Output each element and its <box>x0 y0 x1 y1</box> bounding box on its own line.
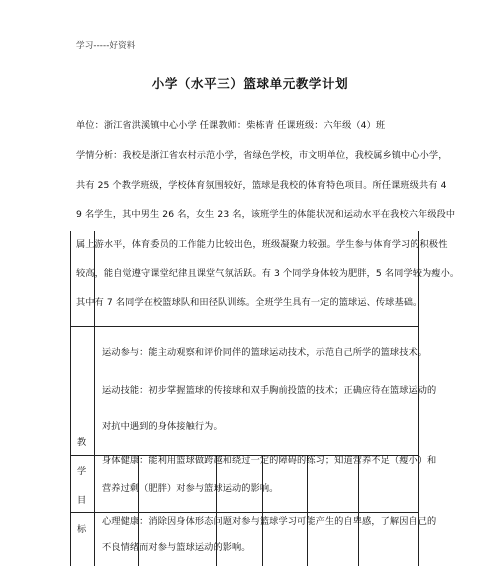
table-inner-divider <box>307 455 308 566</box>
table-label-column-border <box>94 231 95 566</box>
goals-line: 运动技能：初步掌握篮球的传接球和双手胸前投篮的技术；正确应待在篮球运动的 <box>102 385 437 396</box>
table-inner-divider <box>262 455 263 566</box>
analysis-line: 9 名学生，其中男生 26 名，女生 23 名，该班学生的体能状况和运动水平在我校六年级段中 <box>76 209 456 220</box>
analysis-line: 共有 25 个教学班级，学校体育氛围较好，篮球是我校的体育特色项目。所任课班级共有 4 <box>76 180 447 191</box>
table-row-divider <box>70 326 419 327</box>
goals-line: 营养过剩（肥胖）对参与篮球运动的影响。 <box>102 483 279 494</box>
goals-label-char: 目 <box>77 495 87 506</box>
table-left-border <box>70 231 71 566</box>
page-header: 学习-----好资料 <box>76 41 136 51</box>
goals-line: 不良情绪而对参与篮球运动的影响。 <box>102 542 251 553</box>
table-row-divider <box>70 512 419 513</box>
table-inner-divider <box>358 455 359 566</box>
goals-line: 对抗中遇到的身体接触行为。 <box>102 421 223 432</box>
goals-label-char: 标 <box>77 524 87 535</box>
info-line: 单位：浙江省洪溪镇中心小学 任课教师：柴栋青 任课班级：六年级（4）班 <box>76 120 386 131</box>
analysis-line: 属上游水平，体育委员的工作能力比较出色，班级凝聚力较强。学生参与体育学习的积极性 <box>76 239 448 250</box>
analysis-line: 学情分析：我校是浙江省农村示范小学，省绿色学校，市文明单位，我校属乡镇中心小学， <box>76 150 448 161</box>
goals-line: 运动参与：能主动观察和评价同伴的篮球运动技术，示范自己所学的篮球技术。 <box>102 347 428 358</box>
goals-line: 身体健康：能利用篮球做跨越和绕过一定的障碍的练习；知道营养不足（瘦小）和 <box>102 455 437 466</box>
goals-label-char: 教 <box>77 437 87 448</box>
analysis-line: 较高，能自觉遵守课堂纪律且课堂气氛活跃。有 3 个同学身体较为肥胖，5 名同学较为瘦小。 <box>76 268 460 279</box>
document-title: 小学（水平三）篮球单元教学计划 <box>151 76 349 91</box>
analysis-line: 其中有 7 名同学在校篮球队和田径队训练。全班学生具有一定的篮球运、传球基础。 <box>76 297 423 308</box>
goals-line: 心理健康：消除因身体形态问题对参与篮球学习可能产生的自卑感，了解因自己的 <box>102 516 437 527</box>
goals-label-char: 学 <box>77 466 87 477</box>
